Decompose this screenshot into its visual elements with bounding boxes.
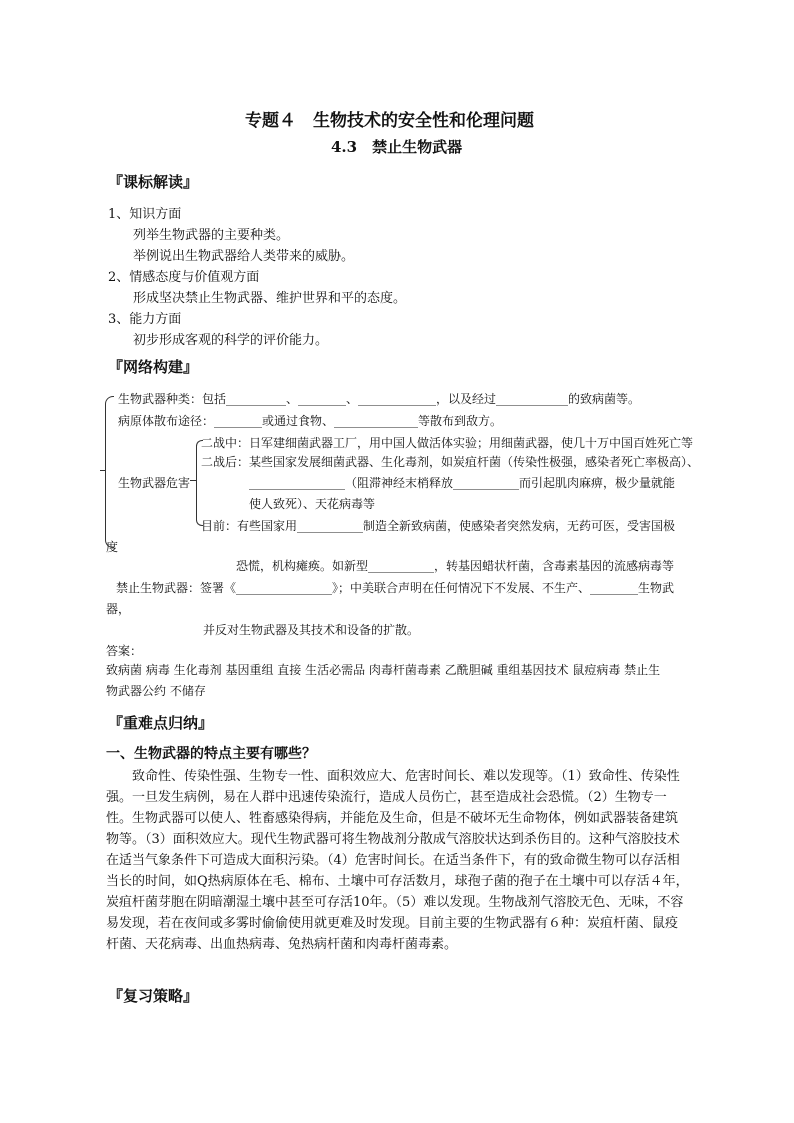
curriculum-attitude-item: 形成坚决禁止生物武器、维护世界和平的态度。 — [133, 291, 407, 306]
curriculum-ability-item: 初步形成客观的科学的评价能力。 — [133, 333, 329, 348]
section-key-points: 『重难点归纳』 — [108, 714, 214, 732]
curriculum-ability: 3、能力方面 — [108, 312, 182, 327]
section-curriculum: 『课标解读』 — [108, 173, 199, 191]
network-current-wrap: 度 — [106, 540, 119, 554]
curriculum-knowledge: 1、知识方面 — [108, 207, 182, 222]
network-current: 目前：有些国家用___________制造全新致病菌，使感染者突然发病，无药可医，受害国极 — [201, 519, 676, 533]
curriculum-knowledge-item-1: 列举生物武器的主要种类。 — [133, 228, 290, 243]
network-ban-2: 并反对生物武器及其技术和设备的扩散。 — [203, 623, 420, 637]
network-spread: 病原体散布途径：________或通过食物、______________等散布到敌方。 — [118, 414, 503, 428]
curriculum-knowledge-item-2: 举例说出生物武器给人类带来的威胁。 — [133, 249, 355, 264]
network-types: 生物武器种类：包括__________、________、_____________，以及经过____________的致病菌等。 — [118, 392, 641, 406]
network-postwar: 二战后：某些国家发展细菌武器、生化毒剂，如炭疽杆菌（传染性极强，感染者死亡率极高）、 — [201, 455, 700, 469]
key-point-heading: 一、生物武器的特点主要有哪些？ — [106, 746, 316, 762]
page-subtitle: 4.3 禁止生物武器 — [331, 138, 463, 156]
network-postwar-3: 使人致死）、天花病毒等 — [249, 497, 376, 511]
network-current-2: 恐慌，机构瘫痪。如新型___________，转基因蜡状杆菌，含毒素基因的流感病毒等 — [236, 559, 675, 573]
section-review: 『复习策略』 — [108, 987, 199, 1005]
network-harm-label: 生物武器危害 — [118, 476, 191, 490]
network-ban-wrap: 器， — [106, 602, 131, 616]
answer-line-2: 物武器公约 不储存 — [106, 684, 206, 698]
inner-brace-point — [190, 480, 196, 481]
curriculum-attitude: 2、情感态度与价值观方面 — [108, 270, 260, 285]
answer-label: 答案： — [106, 644, 143, 658]
page-title: 专题４ 生物技术的安全性和伦理问题 — [245, 111, 534, 131]
section-network: 『网络构建』 — [108, 358, 199, 376]
network-ww2: 二战中：日军建细菌武器工厂，用中国人做活体实验；用细菌武器，使几十万中国百姓死亡等 — [201, 436, 694, 450]
key-point-paragraph: 致命性、传染性强、生物专一性、面积效应大、危害时间长、难以发现等。（1）致命性、传染性强。一旦发生病例，易在人群中迅速传染流行，造成人员伤亡，甚至造成社会恐慌。（2）生物专一性。生物武器可以使人、牲畜感染得病，并能危及生命，但是不破坏无生命物体，例如武器装备建筑物等。（3）面积效应大。现代生物武器可将生物战剂分散成气溶胶状达到杀伤目的。这种气溶胶技术在适当气象条件下可造成大面积污染。（4）危害时间长。在适当条件下，有的致命微生物可以存活相当长的时间，如Q热病原体在毛、棉布、土壤中可存活数月，球孢子菌的孢子在土壤中可以存活４年，炭疽杆菌芽胞在阴暗潮湿土壤中甚至可存活10年。（5）难以发现。生物战剂气溶胶无色、无味，不容易发现，若在夜间或多雾时偷偷使用就更难及时发现。目前主要的生物武器有６种：炭疽杆菌、鼠疫杆菌、天花病毒、出血热病毒、兔热病杆菌和肉毒杆菌毒素。 — [106, 769, 689, 952]
outer-brace — [105, 396, 114, 548]
network-ban: 禁止生物武器：签署《________________》；中美联合声明在任何情况下不发展、不生产、________生物武 — [116, 581, 675, 595]
outer-brace-point — [100, 470, 105, 471]
network-postwar-2: ________________（阻滞神经末梢释放___________而引起肌肉麻痹，极少量就能 — [249, 476, 676, 490]
answer-line-1: 致病菌 病毒 生化毒剂 基因重组 直接 生活必需品 肉毒杆菌毒素 乙酰胆碱 重组基因技术 鼠痘病毒 禁止生 — [106, 663, 661, 677]
